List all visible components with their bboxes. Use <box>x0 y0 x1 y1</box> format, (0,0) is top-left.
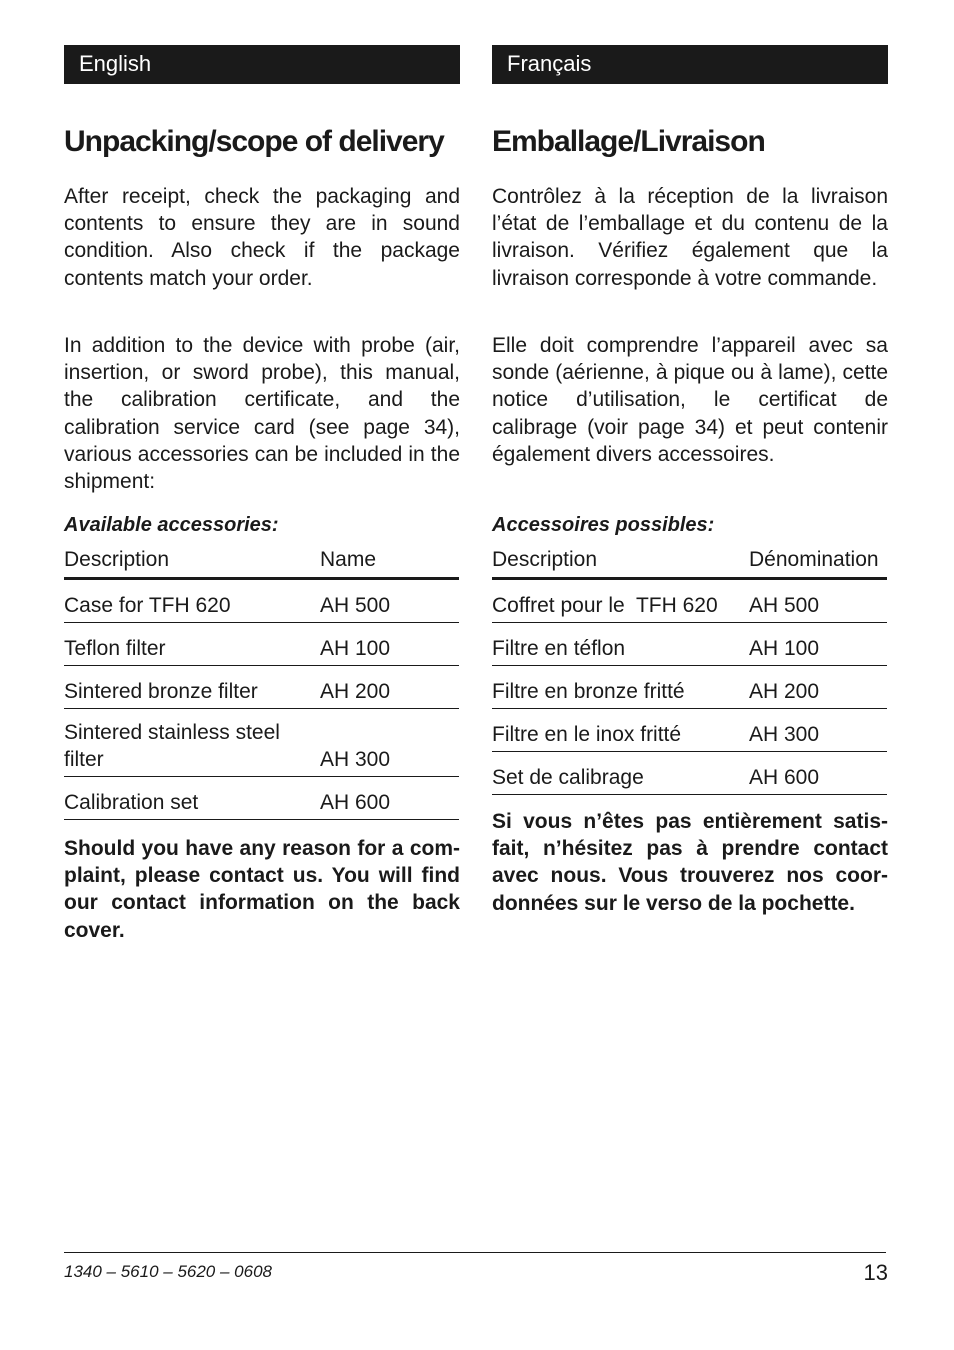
table-cell-name: AH 300 <box>749 709 887 752</box>
table-row <box>64 709 459 777</box>
column-header-description: Description <box>492 543 749 579</box>
contents-paragraph-english: In addition to the device with probe (air, insertion, or sword probe), this manual, the calibration certificate, and the calibration service card (see page 34), various accessories can be included in the shipment: <box>64 334 460 494</box>
table-cell-name: AH 200 <box>749 666 887 709</box>
english-column <box>64 45 460 942</box>
table-header-row <box>492 543 887 579</box>
column-header-name: Name <box>320 543 459 579</box>
table-row <box>492 579 887 623</box>
table-cell-description: Teflon filter <box>64 623 320 666</box>
table-cell-name: AH 500 <box>749 579 887 623</box>
table-cell-name: AH 600 <box>320 777 459 820</box>
accessories-table-french <box>492 543 887 795</box>
french-column <box>492 45 888 915</box>
table-header-row <box>64 543 459 579</box>
intro-paragraph-english: After receipt, check the packaging and contents to ensure they are in sound condition. Also check if the package contents match your order. <box>64 185 460 290</box>
table-row <box>492 623 887 666</box>
contents-paragraph-french: Elle doit comprendre l’appareil avec sa sonde (aérienne, à pique ou à lame), cette notice d’utilisation, le certificat de calibrage (voir page 34) et peut contenir également divers accessoires. <box>492 334 888 466</box>
accessories-table-english <box>64 543 459 820</box>
section-title-english: Unpacking/scope of delivery <box>64 125 444 158</box>
intro-paragraph-french: Contrôlez à la réception de la livraison l’état de l’emballage et du contenu de la livraison. Vérifiez également que la livraison corresponde à votre commande. <box>492 185 888 290</box>
table-cell-description: Filtre en téflon <box>492 623 749 666</box>
table-row <box>64 623 459 666</box>
table-row <box>492 666 887 709</box>
table-cell-name: AH 100 <box>320 623 459 666</box>
table-cell-description: Filtre en bronze fritté <box>492 666 749 709</box>
footer-divider <box>64 1252 886 1253</box>
table-cell-name: AH 600 <box>749 752 887 795</box>
table-cell-description: Set de calibrage <box>492 752 749 795</box>
table-cell-description: Coffret pour le TFH 620 <box>492 579 749 623</box>
table-cell-description: Case for TFH 620 <box>64 579 320 623</box>
table-row <box>64 579 459 623</box>
table-row <box>64 666 459 709</box>
table-cell-name: AH 100 <box>749 623 887 666</box>
table-row <box>64 777 459 820</box>
table-row <box>492 752 887 795</box>
accessories-heading-english: Available accessories: <box>64 514 279 536</box>
column-header-description: Description <box>64 543 320 579</box>
document-code: 1340 – 5610 – 5620 – 0608 <box>64 1262 272 1281</box>
column-header-name: Dénomination <box>749 543 887 579</box>
page-number: 13 <box>863 1260 888 1285</box>
table-cell-description: Sintered stainless steel filter <box>64 709 320 777</box>
complaint-notice-french: Si vous n’êtes pas entièrement satis-fait, n’hésitez pas à prendre contact avec nous. Vous trouverez nos coor-données sur le verso de la pochette. <box>492 810 888 915</box>
complaint-notice-english: Should you have any reason for a com-plaint, please contact us. You will find our contact information on the back cover. <box>64 837 460 942</box>
accessories-heading-french: Accessoires possibles: <box>492 514 715 536</box>
table-cell-description: Filtre en le inox fritté <box>492 709 749 752</box>
table-cell-description: Sintered bronze filter <box>64 666 320 709</box>
table-cell-name: AH 500 <box>320 579 459 623</box>
table-cell-name: AH 200 <box>320 666 459 709</box>
language-label-english: English <box>64 45 460 84</box>
table-row <box>492 709 887 752</box>
section-title-french: Emballage/Livraison <box>492 125 765 158</box>
table-cell-description: Calibration set <box>64 777 320 820</box>
table-cell-name: AH 300 <box>320 709 459 777</box>
language-label-french: Français <box>492 45 888 84</box>
